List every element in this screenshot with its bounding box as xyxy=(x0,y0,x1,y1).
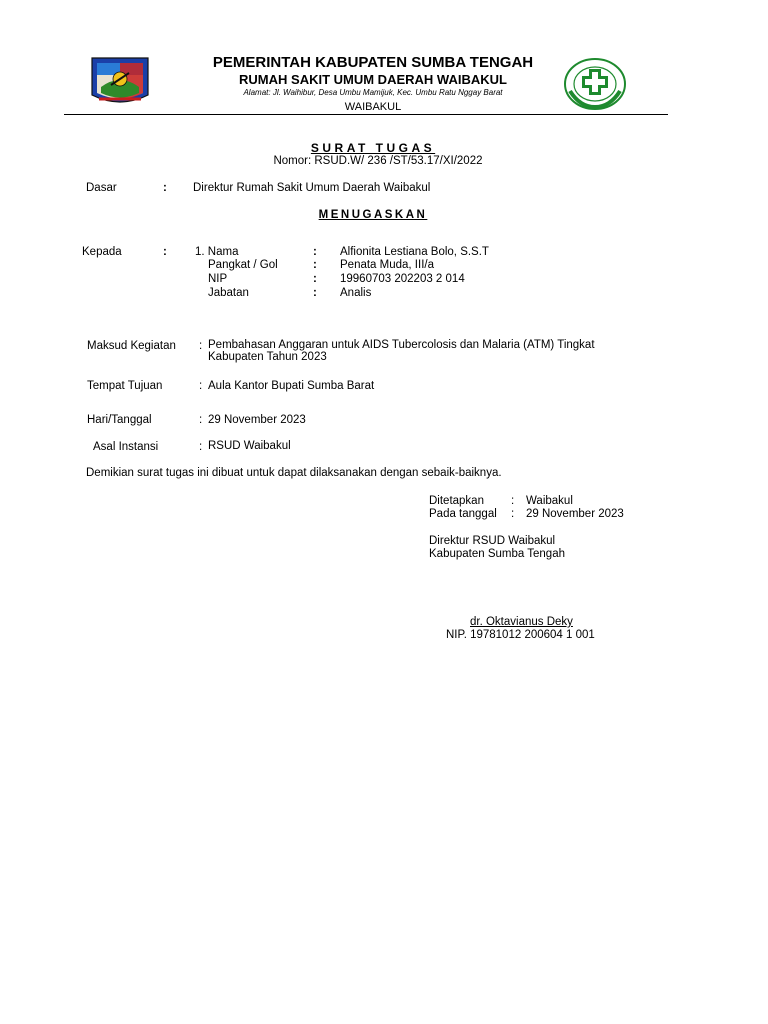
pangkat-key: Pangkat / Gol xyxy=(208,259,278,271)
dasar-colon: : xyxy=(163,182,167,194)
closing-statement: Demikian surat tugas ini dibuat untuk dapat dilaksanakan dengan sebaik-baiknya. xyxy=(86,467,502,479)
dasar-value: Direktur Rumah Sakit Umum Daerah Waibakul xyxy=(193,182,431,194)
maksud-colon: : xyxy=(199,340,203,352)
dasar-label: Dasar xyxy=(86,182,117,194)
tempat-colon: : xyxy=(199,380,203,392)
ditetapkan-colon: : xyxy=(511,495,515,507)
jabatan-key: Jabatan xyxy=(208,287,249,299)
nip-key: NIP xyxy=(208,273,228,285)
hari-colon: : xyxy=(199,414,203,426)
kepada-label: Kepada xyxy=(82,246,122,258)
maksud-value-line1: Pembahasan Anggaran untuk AIDS Tubercolosis dan Malaria (ATM) Tingkat xyxy=(208,339,595,351)
tanggal-value: 29 November 2023 xyxy=(526,508,624,520)
ditetapkan-value: Waibakul xyxy=(526,495,573,507)
pangkat-colon: : xyxy=(313,259,317,271)
tanggal-colon: : xyxy=(511,508,515,520)
nip-value: 19960703 202203 2 014 xyxy=(340,273,465,285)
asal-colon: : xyxy=(199,441,203,453)
asal-value: RSUD Waibakul xyxy=(208,440,291,452)
signer-position-line2: Kabupaten Sumba Tengah xyxy=(429,548,565,560)
menugaskan-heading: MENUGASKAN xyxy=(318,209,428,221)
header-city: WAIBAKUL xyxy=(344,101,402,113)
jabatan-value: Analis xyxy=(340,287,372,299)
signer-name: dr. Oktavianus Deky xyxy=(470,616,573,628)
nama-value: Alfionita Lestiana Bolo, S.S.T xyxy=(340,246,489,258)
nip-colon: : xyxy=(313,273,317,285)
header-address: Alamat: Jl. Waihibur, Desa Umbu Mamijuk, Kec. Umbu Ratu Nggay Barat xyxy=(243,88,503,97)
kepada-colon: : xyxy=(163,246,167,258)
tanggal-label: Pada tanggal xyxy=(429,508,497,520)
header-hospital-name: RUMAH SAKIT UMUM DAERAH WAIBAKUL xyxy=(239,72,507,87)
pangkat-value: Penata Muda, III/a xyxy=(340,259,434,271)
signer-nip: NIP. 19781012 200604 1 001 xyxy=(446,629,595,641)
document-number: Nomor: RSUD.W/ 236 /ST/53.17/XI/2022 xyxy=(273,155,483,167)
ditetapkan-label: Ditetapkan xyxy=(429,495,484,507)
nama-key: 1. Nama xyxy=(195,246,239,258)
maksud-value-line2: Kabupaten Tahun 2023 xyxy=(208,351,327,363)
signer-position-line1: Direktur RSUD Waibakul xyxy=(429,535,556,547)
tempat-label: Tempat Tujuan xyxy=(87,380,163,392)
jabatan-colon: : xyxy=(313,287,317,299)
asal-label: Asal Instansi xyxy=(93,441,159,453)
header-divider xyxy=(64,114,668,115)
maksud-label: Maksud Kegiatan xyxy=(87,340,176,352)
document-title: SURAT TUGAS xyxy=(310,141,436,155)
header-government-name: PEMERINTAH KABUPATEN SUMBA TENGAH xyxy=(212,54,534,71)
nama-colon: : xyxy=(313,246,317,258)
regency-emblem-icon xyxy=(89,55,151,109)
tempat-value: Aula Kantor Bupati Sumba Barat xyxy=(208,380,375,392)
hari-label: Hari/Tanggal xyxy=(87,414,152,426)
hari-value: 29 November 2023 xyxy=(208,414,306,426)
